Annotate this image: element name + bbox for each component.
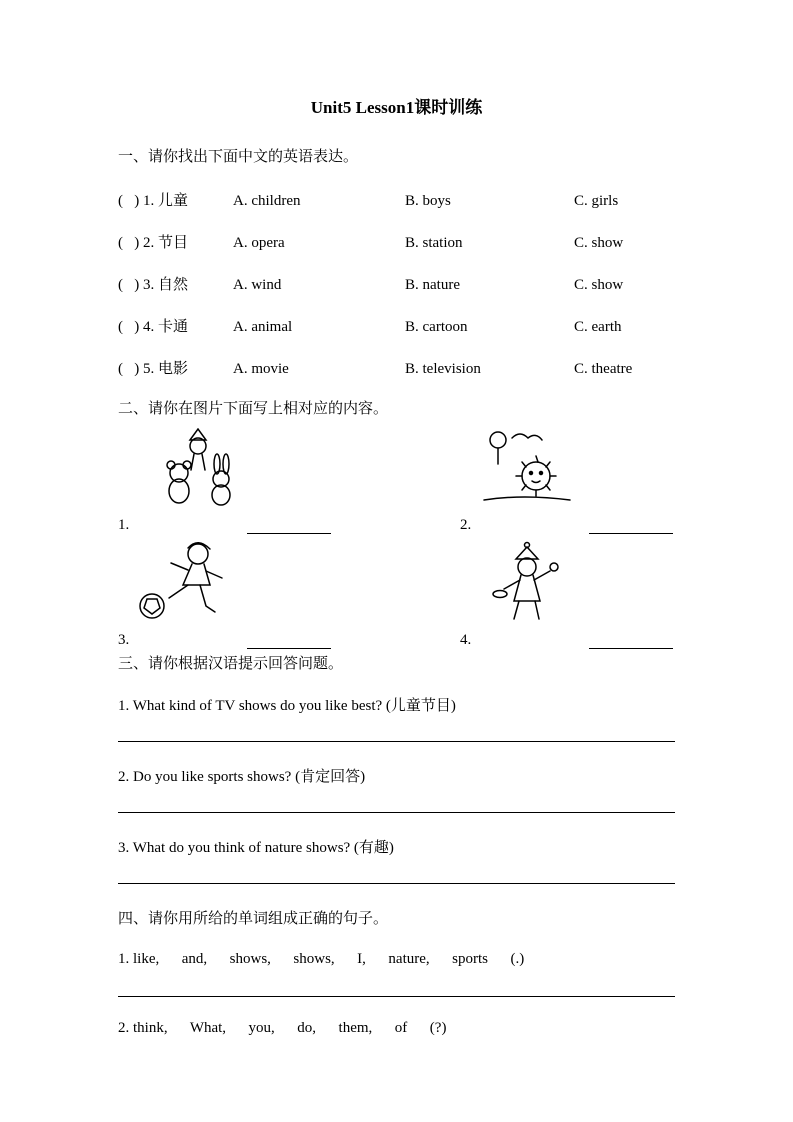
- picture-row-2: [118, 540, 675, 655]
- cartoon-characters-image: [156, 428, 460, 506]
- lion-nature-image: [478, 428, 675, 506]
- option-a: A. wind: [233, 277, 282, 293]
- question-stem: ( ) 5. 电影: [118, 361, 188, 377]
- write-in-blank: [589, 634, 673, 649]
- picture-cell-4: [460, 540, 675, 655]
- option-a: A. opera: [233, 235, 285, 251]
- option-c: C. show: [574, 235, 624, 251]
- option-a: A. children: [233, 193, 301, 209]
- mc-question-row: [118, 276, 675, 294]
- question-stem: ( ) 1. 儿童: [118, 193, 188, 209]
- picture-number: 4.: [460, 632, 472, 648]
- answer-line-2: [118, 812, 675, 813]
- option-b: B. boys: [405, 193, 451, 209]
- write-in-blank: [247, 519, 331, 534]
- option-c: C. show: [574, 277, 624, 293]
- picture-number: 3.: [118, 632, 130, 648]
- option-a: A. animal: [233, 319, 293, 335]
- question-stem: ( ) 3. 自然: [118, 277, 188, 293]
- picture-label-1: [118, 514, 460, 534]
- mc-question-row: [118, 318, 675, 336]
- mc-question-row: [118, 234, 675, 252]
- picture-cell-3: [118, 540, 460, 655]
- picture-row-1: [118, 428, 675, 540]
- picture-cell-1: [118, 428, 460, 540]
- picture-cell-2: [460, 428, 675, 540]
- answer-line-3: [118, 883, 675, 884]
- girl-kicking-football-image: [124, 540, 460, 625]
- picture-label-3: [118, 629, 460, 649]
- answer-line-1: [118, 741, 675, 742]
- write-in-blank: [247, 634, 331, 649]
- mc-question-row: [118, 192, 675, 210]
- option-c: C. girls: [574, 193, 619, 209]
- option-b: B. nature: [405, 277, 460, 293]
- section1-heading: 一、请你找出下面中文的英语表达。: [118, 149, 359, 165]
- clown-image: [478, 540, 675, 625]
- option-c: C. earth: [574, 319, 622, 335]
- question-3: 3. What do you think of nature shows? (有趣): [118, 840, 394, 856]
- question-2: 2. Do you like sports shows? (肯定回答): [118, 769, 366, 785]
- mc-question-row: [118, 360, 675, 378]
- section3-heading: 三、请你根据汉语提示回答问题。: [118, 656, 344, 672]
- scrambled-sentence-1: 1. like, and, shows, shows, I, nature, sports (.): [118, 951, 525, 967]
- question-1: 1. What kind of TV shows do you like best? (儿童节目): [118, 698, 456, 714]
- sentence-answer-line-1: [118, 996, 675, 997]
- option-b: B. television: [405, 361, 481, 377]
- picture-number: 2.: [460, 517, 472, 533]
- write-in-blank: [589, 519, 673, 534]
- option-a: A. movie: [233, 361, 289, 377]
- section2-heading: 二、请你在图片下面写上相对应的内容。: [118, 401, 389, 417]
- scrambled-sentence-2: 2. think, What, you, do, them, of (?): [118, 1020, 447, 1036]
- picture-label-4: [460, 629, 675, 649]
- option-c: C. theatre: [574, 361, 633, 377]
- option-b: B. station: [405, 235, 463, 251]
- picture-number: 1.: [118, 517, 130, 533]
- picture-label-2: [460, 514, 675, 534]
- question-stem: ( ) 2. 节目: [118, 235, 188, 251]
- question-stem: ( ) 4. 卡通: [118, 319, 188, 335]
- page-title: Unit5 Lesson1课时训练: [310, 98, 483, 117]
- option-b: B. cartoon: [405, 319, 468, 335]
- section4-heading: 四、请你用所给的单词组成正确的句子。: [118, 911, 389, 927]
